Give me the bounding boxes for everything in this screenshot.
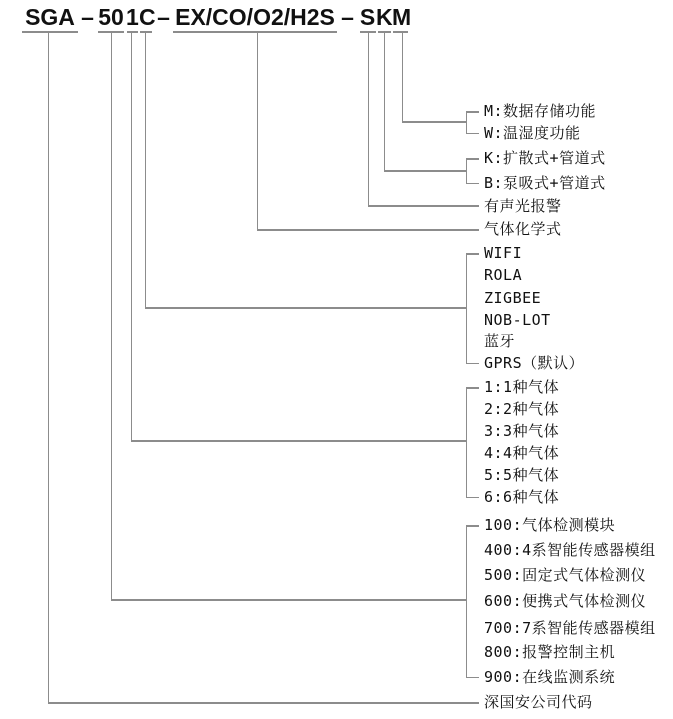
label-comm-rola: ROLA	[484, 266, 523, 284]
label-comm-noblot: NOB-LOT	[484, 311, 551, 329]
label-function-m: M:数据存储功能	[484, 102, 597, 120]
bracket-spine-gas-count	[466, 387, 468, 498]
bracket-tick	[466, 677, 479, 679]
label-function-w: W:温湿度功能	[484, 124, 581, 142]
underline-gas-count	[127, 31, 138, 33]
label-series-900: 900:在线监测系统	[484, 668, 616, 686]
branch-line-function	[402, 121, 467, 123]
label-gas-count-1: 1:1种气体	[484, 378, 560, 396]
label-sampling-b: B:泵吸式+管道式	[484, 174, 606, 192]
model-segment-company: SGA	[25, 4, 75, 30]
label-series-800: 800:报警控制主机	[484, 643, 616, 661]
model-dash-3: –	[341, 4, 354, 30]
label-comm-zigbee: ZIGBEE	[484, 289, 542, 307]
label-comm-bluetooth: 蓝牙	[484, 332, 516, 350]
bracket-spine-series	[466, 525, 468, 678]
bracket-tick	[466, 387, 479, 389]
label-comm-wifi: WIFI	[484, 244, 523, 262]
drop-line-communication	[145, 33, 147, 308]
branch-line-gas-formula	[257, 229, 479, 231]
drop-line-company	[48, 33, 50, 703]
label-series-500: 500:固定式气体检测仪	[484, 566, 647, 584]
bracket-spine-sampling	[466, 158, 468, 184]
label-gas-formula: 气体化学式	[484, 220, 562, 238]
drop-line-series	[111, 33, 113, 600]
drop-line-function	[402, 33, 404, 122]
branch-line-communication	[145, 307, 467, 309]
model-segment-gas-count: 1	[126, 4, 139, 30]
branch-line-sampling	[384, 170, 467, 172]
label-gas-count-3: 3:3种气体	[484, 422, 560, 440]
label-comm-gprs: GPRS（默认）	[484, 354, 585, 372]
model-dash-2: –	[157, 4, 170, 30]
underline-gas-formula	[173, 31, 337, 33]
label-gas-count-5: 5:5种气体	[484, 466, 560, 484]
model-dash-1: –	[81, 4, 94, 30]
branch-line-series	[111, 599, 467, 601]
label-gas-count-6: 6:6种气体	[484, 488, 560, 506]
model-segment-gas-formula: EX/CO/O2/H2S	[175, 4, 335, 30]
underline-company	[22, 31, 78, 33]
label-gas-count-2: 2:2种气体	[484, 400, 560, 418]
label-series-400: 400:4系智能传感器模组	[484, 541, 656, 559]
bracket-tick	[466, 253, 479, 255]
branch-line-alarm	[368, 205, 479, 207]
label-series-600: 600:便携式气体检测仪	[484, 592, 647, 610]
bracket-tick	[466, 111, 479, 113]
branch-line-company	[48, 702, 479, 704]
label-series-700: 700:7系智能传感器模组	[484, 619, 656, 637]
drop-line-alarm	[368, 33, 370, 206]
underline-communication	[140, 31, 152, 33]
bracket-tick	[466, 158, 479, 160]
bracket-tick	[466, 183, 479, 185]
model-segment-function: M	[392, 4, 412, 30]
drop-line-sampling	[384, 33, 386, 171]
bracket-spine-communication	[466, 253, 468, 364]
drop-line-gas-count	[131, 33, 133, 441]
label-gas-count-4: 4:4种气体	[484, 444, 560, 462]
label-alarm: 有声光报警	[484, 197, 562, 215]
label-company-code: 深国安公司代码	[484, 693, 593, 711]
model-segment-communication: C	[139, 4, 156, 30]
bracket-tick	[466, 497, 479, 499]
model-segment-sampling: K	[376, 4, 393, 30]
bracket-tick	[466, 525, 479, 527]
label-series-100: 100:气体检测模块	[484, 516, 616, 534]
model-segment-series: 50	[98, 4, 124, 30]
label-sampling-k: K:扩散式+管道式	[484, 149, 606, 167]
bracket-spine-function	[466, 111, 468, 134]
bracket-tick	[466, 363, 479, 365]
branch-line-gas-count	[131, 440, 467, 442]
bracket-tick	[466, 133, 479, 135]
model-segment-alarm: S	[359, 4, 376, 30]
drop-line-gas-formula	[257, 33, 259, 230]
underline-function	[393, 31, 408, 33]
